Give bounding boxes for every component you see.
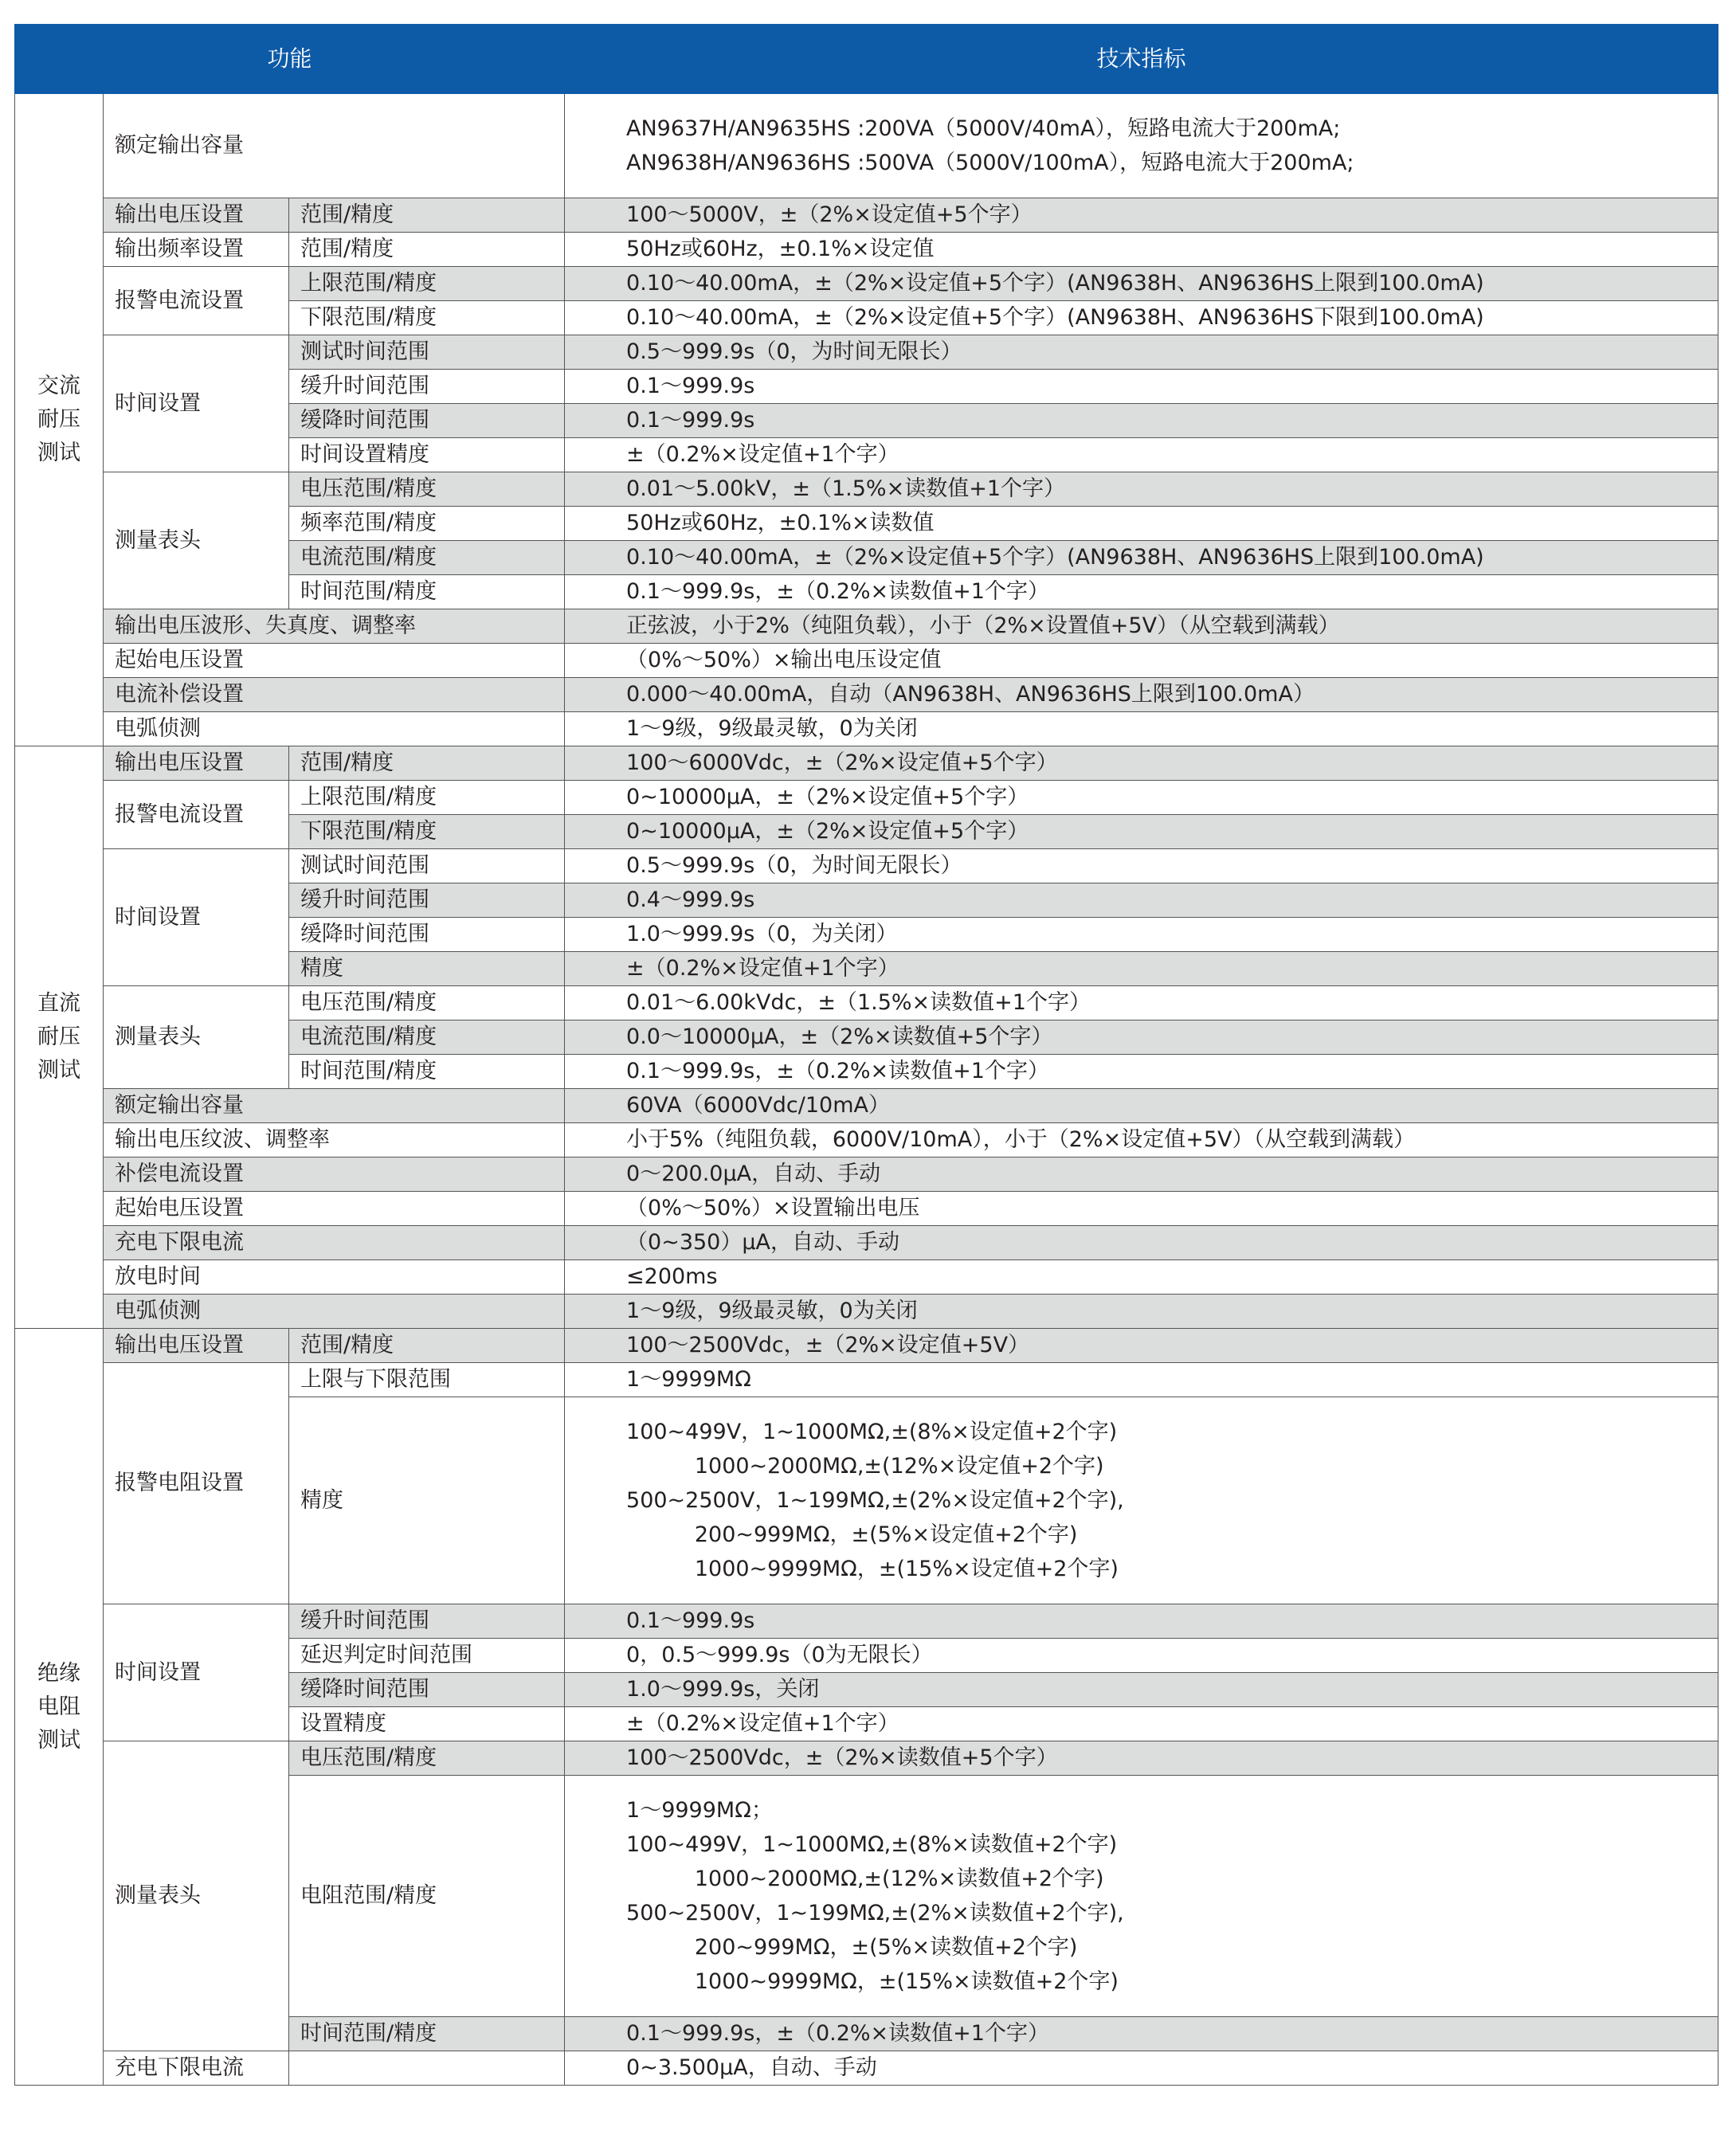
ir-outv-sub: 范围/精度 xyxy=(289,1329,565,1363)
ac-outv-row xyxy=(15,198,1718,233)
ir-time-value: 0.1～999.9s xyxy=(565,1604,1718,1639)
ac-time-sub: 缓降时间范围 xyxy=(289,404,565,438)
dc-time-value: ±（0.2%×设定值+1个字） xyxy=(565,952,1718,986)
dc-meter-label: 测量表头 xyxy=(104,986,289,1089)
dc-meter-value: 0.01～6.00kVdc，±（1.5%×读数值+1个字） xyxy=(565,986,1718,1020)
ac-misc-row xyxy=(15,644,1718,678)
ac-misc-value: 0.000～40.00mA，自动（AN9638H、AN9636HS上限到100.0mA） xyxy=(565,678,1718,712)
ir-meter-row xyxy=(15,1741,1718,1776)
section-ir-label: 绝缘 电阻 测试 xyxy=(15,1329,104,2086)
ac-alarm-value: 0.10～40.00mA，±（2%×设定值+5个字）(AN9638H、AN9636HS上限到100.0mA) xyxy=(565,267,1718,301)
dc-time-sub: 缓降时间范围 xyxy=(289,918,565,952)
ac-outf-label: 输出频率设置 xyxy=(104,233,289,267)
ac-misc-row xyxy=(15,712,1718,746)
ir-alarm-acc-sub: 精度 xyxy=(289,1397,565,1604)
dc-alarm-row xyxy=(15,781,1718,815)
ir-meter-r-value: 1～9999MΩ； 100~499V，1~1000MΩ,±(8%×读数值+2个字) 1000~2000MΩ,±(12%×读数值+2个字) 500~2500V，1~199MΩ,±(2%×读数值+2个字), 200~999MΩ，±(5%×读数值+2个字) 1000~9999MΩ，±(15%×读数值+2个字) xyxy=(565,1776,1718,2017)
ir-meter-t-value: 0.1～999.9s，±（0.2%×读数值+1个字） xyxy=(565,2017,1718,2051)
ir-charge-label: 充电下限电流 xyxy=(104,2051,289,2086)
ir-time-label: 时间设置 xyxy=(104,1604,289,1741)
dc-time-sub: 缓升时间范围 xyxy=(289,883,565,918)
dc-alarm-label: 报警电流设置 xyxy=(104,781,289,849)
ac-time-sub: 测试时间范围 xyxy=(289,335,565,370)
ac-misc-value: 正弦波，小于2%（纯阻负载），小于（2%×设置值+5V）（从空载到满载） xyxy=(565,609,1718,644)
dc-misc-value: 0～200.0μA，自动、手动 xyxy=(565,1158,1718,1192)
ac-misc-label: 起始电压设置 xyxy=(104,644,565,678)
dc-alarm-sub: 上限范围/精度 xyxy=(289,781,565,815)
header-function: 功能 xyxy=(15,25,565,94)
ac-meter-sub: 电流范围/精度 xyxy=(289,541,565,575)
ac-meter-label: 测量表头 xyxy=(104,472,289,609)
ac-alarm-row xyxy=(15,267,1718,301)
dc-misc-row xyxy=(15,1123,1718,1158)
ir-alarm-label: 报警电阻设置 xyxy=(104,1363,289,1604)
ac-outf-value: 50Hz或60Hz，±0.1%×设定值 xyxy=(565,233,1718,267)
ac-misc-value: 1～9级，9级最灵敏，0为关闭 xyxy=(565,712,1718,746)
ir-outv-value: 100～2500Vdc，±（2%×设定值+5V） xyxy=(565,1329,1718,1363)
ac-time-value: 0.1～999.9s xyxy=(565,404,1718,438)
ir-alarm-range-value: 1～9999MΩ xyxy=(565,1363,1718,1397)
ac-rated-value: AN9637H/AN9635HS :200VA（5000V/40mA），短路电流大于200mA; AN9638H/AN9636HS :500VA（5000V/100mA），短路电流大于200mA; xyxy=(565,94,1718,198)
ac-misc-value: （0%～50%）×输出电压设定值 xyxy=(565,644,1718,678)
dc-misc-label: 额定输出容量 xyxy=(104,1089,565,1123)
dc-alarm-sub: 下限范围/精度 xyxy=(289,815,565,849)
ac-outf-sub: 范围/精度 xyxy=(289,233,565,267)
ac-meter-value: 0.10～40.00mA，±（2%×设定值+5个字）(AN9638H、AN9636HS上限到100.0mA) xyxy=(565,541,1718,575)
dc-meter-value: 0.0～10000μA，±（2%×读数值+5个字） xyxy=(565,1020,1718,1055)
ac-alarm-sub: 上限范围/精度 xyxy=(289,267,565,301)
ac-misc-row xyxy=(15,678,1718,712)
spec-table xyxy=(14,24,1718,2086)
section-dc-label: 直流 耐压 测试 xyxy=(15,746,104,1329)
ir-time-value: 0，0.5～999.9s（0为无限长） xyxy=(565,1639,1718,1673)
ac-outv-value: 100～5000V，±（2%×设定值+5个字） xyxy=(565,198,1718,233)
dc-outv-label: 输出电压设置 xyxy=(104,746,289,781)
dc-meter-sub: 电流范围/精度 xyxy=(289,1020,565,1055)
ac-meter-value: 0.1～999.9s，±（0.2%×读数值+1个字） xyxy=(565,575,1718,609)
ir-meter-v-sub: 电压范围/精度 xyxy=(289,1741,565,1776)
ir-charge-value: 0~3.500μA，自动、手动 xyxy=(565,2051,1718,2086)
dc-misc-value: （0~350）μA，自动、手动 xyxy=(565,1226,1718,1260)
ir-time-sub: 设置精度 xyxy=(289,1707,565,1741)
ac-alarm-label: 报警电流设置 xyxy=(104,267,289,335)
dc-time-sub: 测试时间范围 xyxy=(289,849,565,883)
dc-time-value: 1.0～999.9s（0，为关闭） xyxy=(565,918,1718,952)
ir-meter-label: 测量表头 xyxy=(104,1741,289,2051)
ac-rated-row xyxy=(15,94,1718,198)
dc-time-value: 0.4～999.9s xyxy=(565,883,1718,918)
dc-outv-row xyxy=(15,746,1718,781)
ac-time-row xyxy=(15,335,1718,370)
ac-time-value: 0.1～999.9s xyxy=(565,370,1718,404)
ir-outv-row xyxy=(15,1329,1718,1363)
ir-meter-v-value: 100～2500Vdc，±（2%×读数值+5个字） xyxy=(565,1741,1718,1776)
dc-misc-label: 放电时间 xyxy=(104,1260,565,1295)
dc-time-sub: 精度 xyxy=(289,952,565,986)
dc-meter-row xyxy=(15,986,1718,1020)
dc-misc-label: 起始电压设置 xyxy=(104,1192,565,1226)
dc-time-value: 0.5～999.9s（0，为时间无限长） xyxy=(565,849,1718,883)
ac-outv-sub: 范围/精度 xyxy=(289,198,565,233)
ac-time-label: 时间设置 xyxy=(104,335,289,472)
dc-outv-sub: 范围/精度 xyxy=(289,746,565,781)
header-spec: 技术指标 xyxy=(565,25,1718,94)
ir-time-sub: 缓升时间范围 xyxy=(289,1604,565,1639)
ir-charge-row xyxy=(15,2051,1718,2086)
dc-misc-label: 输出电压纹波、调整率 xyxy=(104,1123,565,1158)
ac-misc-label: 电流补偿设置 xyxy=(104,678,565,712)
dc-alarm-value: 0~10000μA，±（2%×设定值+5个字） xyxy=(565,781,1718,815)
dc-misc-row xyxy=(15,1260,1718,1295)
ac-meter-row xyxy=(15,472,1718,507)
ac-misc-row xyxy=(15,609,1718,644)
ir-alarm-range-sub: 上限与下限范围 xyxy=(289,1363,565,1397)
ac-meter-sub: 时间范围/精度 xyxy=(289,575,565,609)
dc-misc-value: ≤200ms xyxy=(565,1260,1718,1295)
dc-misc-value: 60VA（6000Vdc/10mA） xyxy=(565,1089,1718,1123)
ir-time-sub: 延迟判定时间范围 xyxy=(289,1639,565,1673)
section-ac-label: 交流 耐压 测试 xyxy=(15,94,104,746)
header-row xyxy=(15,25,1718,94)
ir-time-row xyxy=(15,1604,1718,1639)
dc-misc-label: 充电下限电流 xyxy=(104,1226,565,1260)
ac-meter-sub: 电压范围/精度 xyxy=(289,472,565,507)
ac-time-sub: 时间设置精度 xyxy=(289,438,565,472)
ir-time-value: 1.0～999.9s，关闭 xyxy=(565,1673,1718,1707)
dc-time-label: 时间设置 xyxy=(104,849,289,986)
dc-outv-value: 100～6000Vdc，±（2%×设定值+5个字） xyxy=(565,746,1718,781)
ir-alarm-acc-value: 100~499V，1~1000MΩ,±(8%×设定值+2个字) 1000~2000MΩ,±(12%×设定值+2个字) 500~2500V，1~199MΩ,±(2%×设定值+2个字), 200~999MΩ，±(5%×设定值+2个字) 1000~9999MΩ，±(15%×设定值+2个字) xyxy=(565,1397,1718,1604)
ac-meter-value: 50Hz或60Hz，±0.1%×读数值 xyxy=(565,507,1718,541)
dc-misc-label: 电弧侦测 xyxy=(104,1295,565,1329)
dc-misc-row xyxy=(15,1158,1718,1192)
dc-misc-row xyxy=(15,1226,1718,1260)
ir-outv-label: 输出电压设置 xyxy=(104,1329,289,1363)
dc-meter-sub: 电压范围/精度 xyxy=(289,986,565,1020)
ac-rated-label: 额定输出容量 xyxy=(104,94,565,198)
ac-misc-label: 电弧侦测 xyxy=(104,712,565,746)
dc-time-row xyxy=(15,849,1718,883)
dc-misc-row xyxy=(15,1192,1718,1226)
ir-alarm-row xyxy=(15,1363,1718,1397)
ac-alarm-sub: 下限范围/精度 xyxy=(289,301,565,335)
ac-time-value: ±（0.2%×设定值+1个字） xyxy=(565,438,1718,472)
ac-misc-label: 输出电压波形、失真度、调整率 xyxy=(104,609,565,644)
dc-misc-value: （0%～50%）×设置输出电压 xyxy=(565,1192,1718,1226)
dc-misc-value: 1～9级，9级最灵敏，0为关闭 xyxy=(565,1295,1718,1329)
dc-misc-label: 补偿电流设置 xyxy=(104,1158,565,1192)
ir-meter-r-sub: 电阻范围/精度 xyxy=(289,1776,565,2017)
ac-meter-value: 0.01～5.00kV，±（1.5%×读数值+1个字） xyxy=(565,472,1718,507)
ac-time-value: 0.5～999.9s（0，为时间无限长） xyxy=(565,335,1718,370)
ac-outf-row xyxy=(15,233,1718,267)
dc-meter-value: 0.1～999.9s，±（0.2%×读数值+1个字） xyxy=(565,1055,1718,1089)
ir-charge-empty xyxy=(289,2051,565,2086)
dc-meter-sub: 时间范围/精度 xyxy=(289,1055,565,1089)
ir-time-sub: 缓降时间范围 xyxy=(289,1673,565,1707)
ac-time-sub: 缓升时间范围 xyxy=(289,370,565,404)
ir-time-value: ±（0.2%×设定值+1个字） xyxy=(565,1707,1718,1741)
ir-meter-t-sub: 时间范围/精度 xyxy=(289,2017,565,2051)
dc-misc-row xyxy=(15,1089,1718,1123)
ac-outv-label: 输出电压设置 xyxy=(104,198,289,233)
ac-alarm-value: 0.10～40.00mA，±（2%×设定值+5个字）(AN9638H、AN9636HS下限到100.0mA) xyxy=(565,301,1718,335)
dc-misc-row xyxy=(15,1295,1718,1329)
ac-meter-sub: 频率范围/精度 xyxy=(289,507,565,541)
dc-alarm-value: 0~10000μA，±（2%×设定值+5个字） xyxy=(565,815,1718,849)
dc-misc-value: 小于5%（纯阻负载，6000V/10mA），小于（2%×设定值+5V）（从空载到满载） xyxy=(565,1123,1718,1158)
